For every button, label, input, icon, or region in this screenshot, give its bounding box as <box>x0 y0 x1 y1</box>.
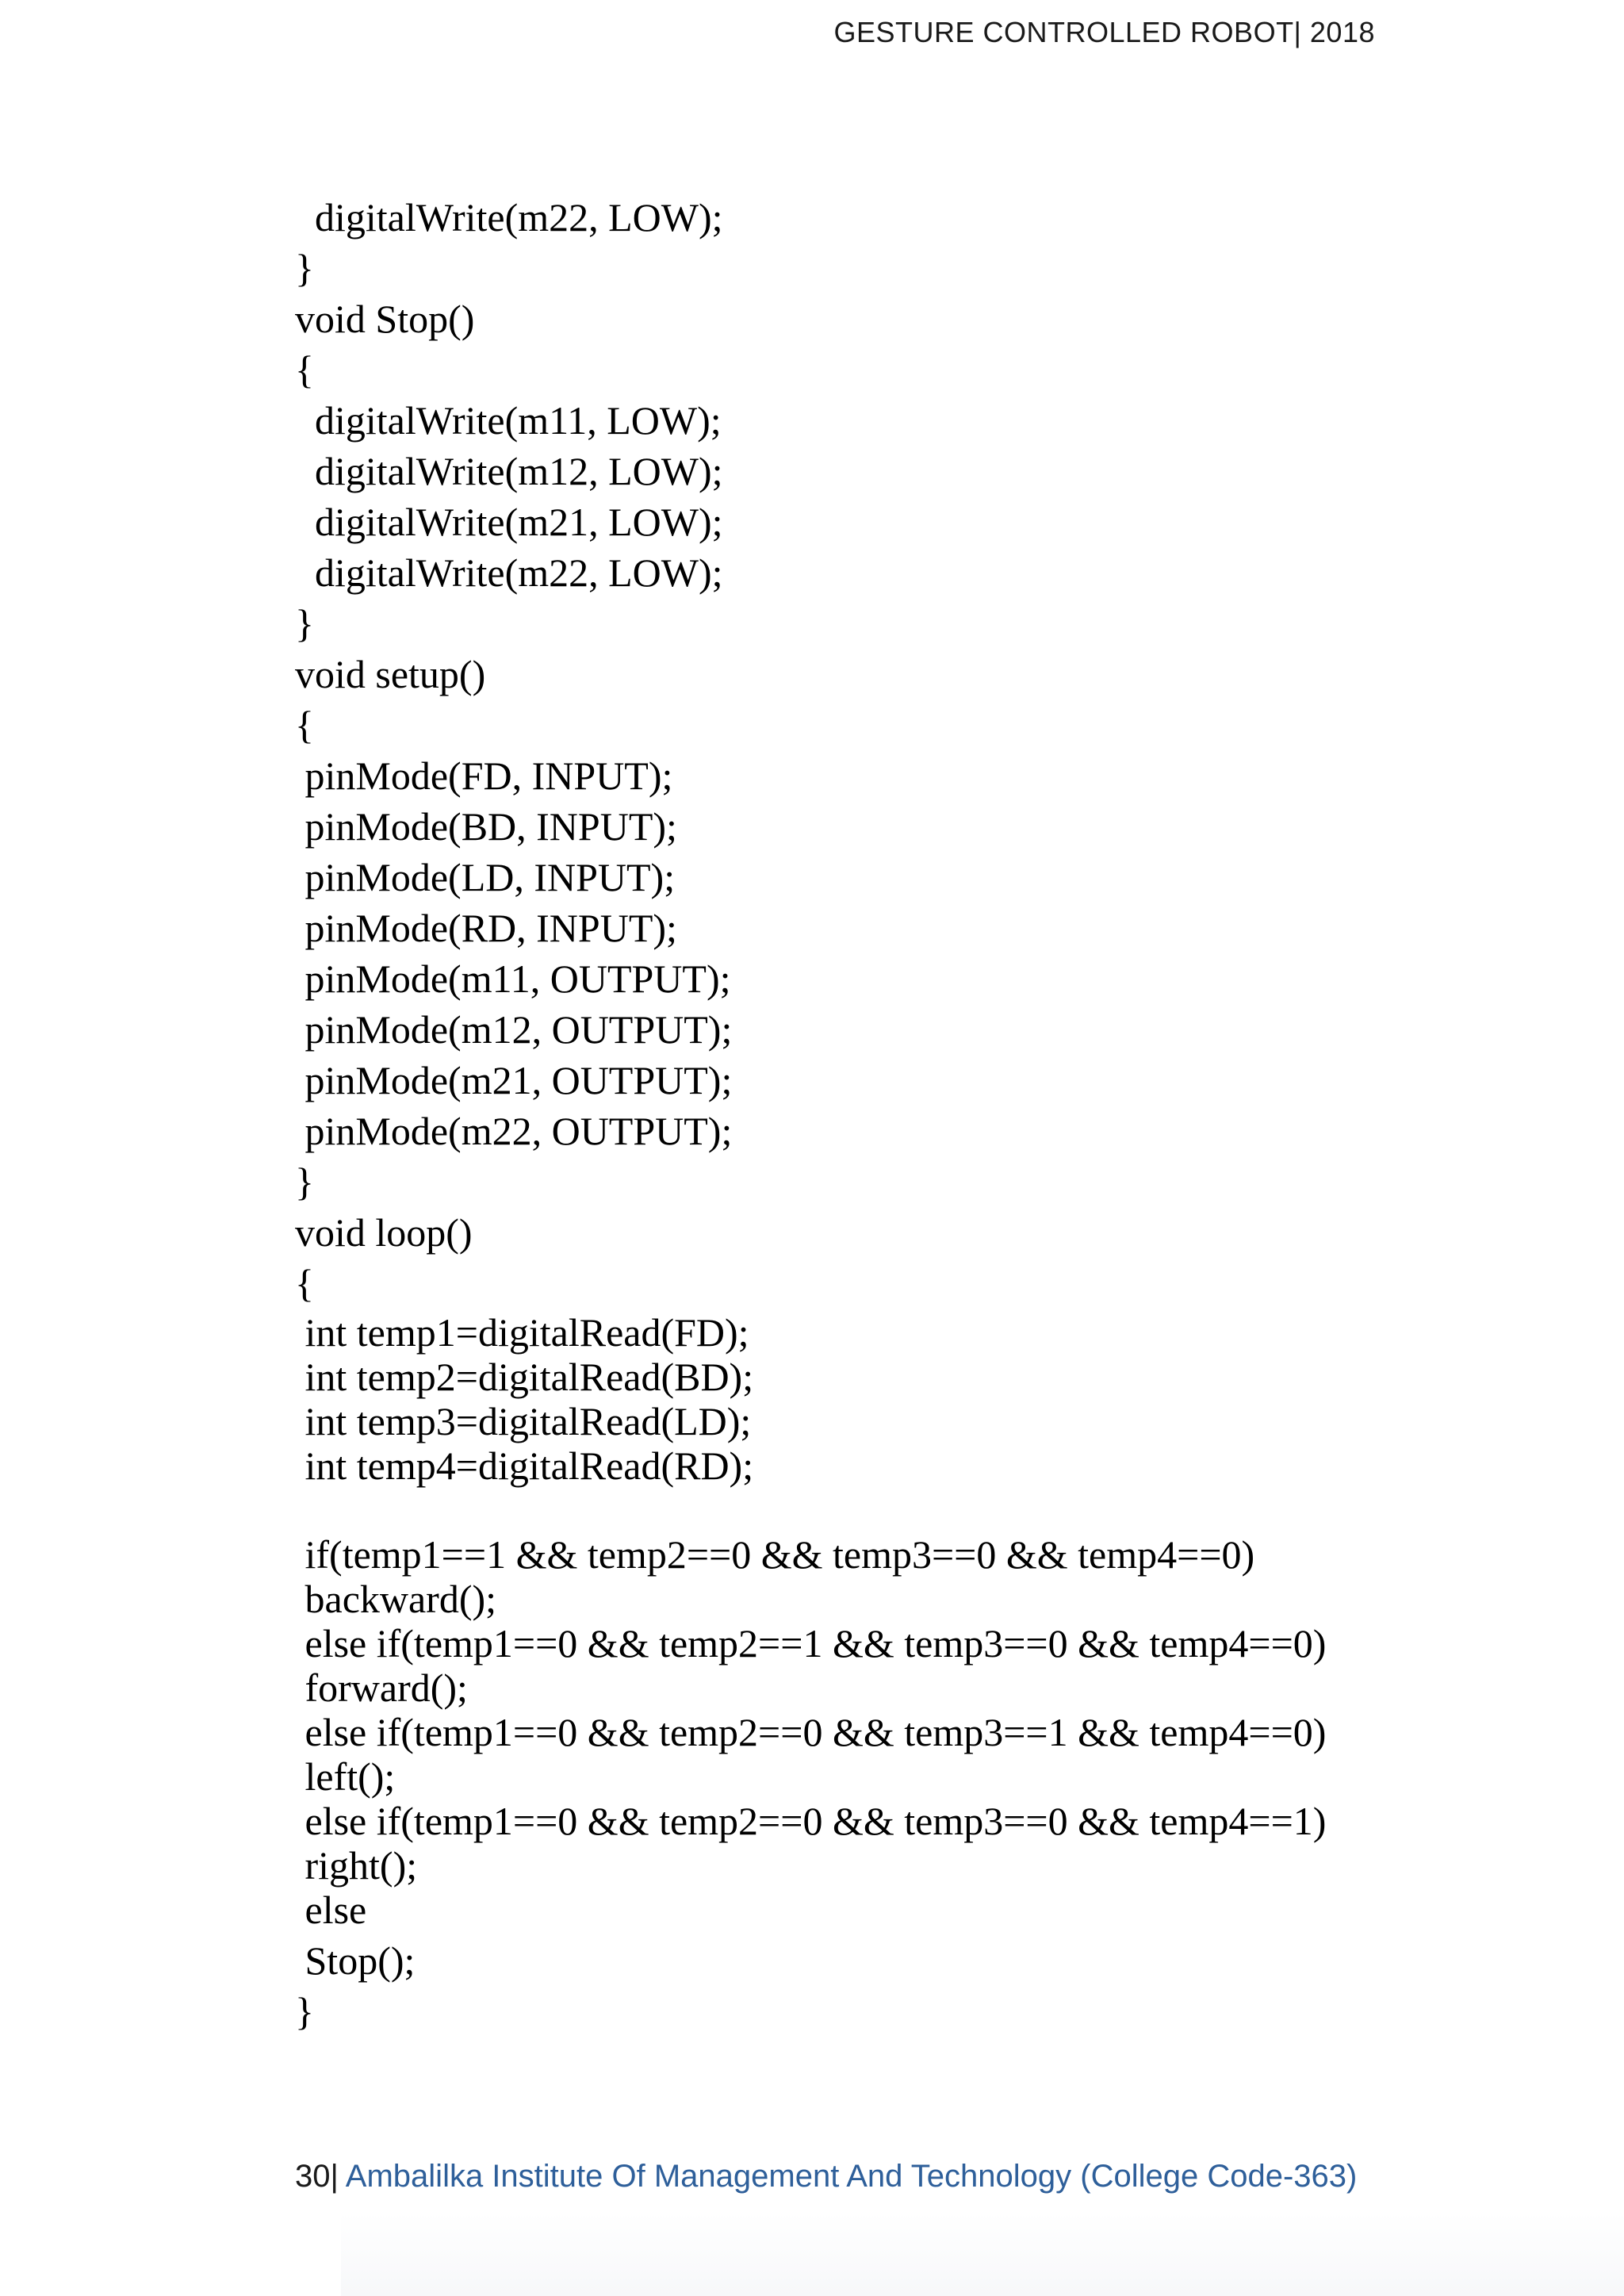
code-line: pinMode(LD, INPUT); <box>295 855 676 899</box>
code-line: int temp1=digitalRead(FD); <box>295 1310 749 1355</box>
code-line: void Stop() <box>295 297 475 341</box>
code-line: if(temp1==1 && temp2==0 && temp3==0 && temp4==0) <box>295 1532 1255 1577</box>
code-line: pinMode(RD, INPUT); <box>295 906 677 950</box>
code-line: { <box>295 347 314 392</box>
code-line: else if(temp1==0 && temp2==1 && temp3==0 && temp4==0) <box>295 1621 1327 1665</box>
code-line: { <box>295 703 314 747</box>
code-line: } <box>295 601 314 646</box>
code-line: int temp3=digitalRead(LD); <box>295 1399 752 1443</box>
code-line: int temp2=digitalRead(BD); <box>295 1355 754 1399</box>
code-line: void setup() <box>295 652 486 696</box>
code-line: } <box>295 1159 314 1204</box>
page-footer <box>295 2159 1357 2194</box>
code-line: void loop() <box>295 1210 473 1255</box>
footer-shade <box>341 2213 1624 2296</box>
page-number: 30| <box>295 2159 339 2194</box>
code-line: } <box>295 246 314 290</box>
code-line: digitalWrite(m22, LOW); <box>295 195 723 240</box>
code-line: { <box>295 1261 314 1305</box>
code-line: digitalWrite(m21, LOW); <box>295 500 723 544</box>
code-line: else if(temp1==0 && temp2==0 && temp3==1 && temp4==0) <box>295 1710 1327 1754</box>
code-line: else if(temp1==0 && temp2==0 && temp3==0 && temp4==1) <box>295 1799 1327 1843</box>
code-line: pinMode(m22, OUTPUT); <box>295 1109 733 1153</box>
code-line: pinMode(m11, OUTPUT); <box>295 956 731 1001</box>
code-line: digitalWrite(m12, LOW); <box>295 449 723 493</box>
code-line: pinMode(BD, INPUT); <box>295 804 677 849</box>
code-line: right(); <box>295 1843 418 1888</box>
code-line: } <box>295 1989 314 2033</box>
code-line: pinMode(FD, INPUT); <box>295 753 673 798</box>
code-line: left(); <box>295 1754 396 1799</box>
code-line: else <box>295 1888 367 1932</box>
code-line: pinMode(m12, OUTPUT); <box>295 1007 733 1052</box>
code-line: Stop(); <box>295 1938 416 1983</box>
code-line: digitalWrite(m22, LOW); <box>295 550 723 595</box>
code-line: int temp4=digitalRead(RD); <box>295 1443 754 1488</box>
code-line: forward(); <box>295 1665 468 1710</box>
code-line: backward(); <box>295 1577 497 1621</box>
running-header: GESTURE CONTROLLED ROBOT| 2018 <box>833 16 1375 48</box>
code-line: digitalWrite(m11, LOW); <box>295 398 722 443</box>
code-line: pinMode(m21, OUTPUT); <box>295 1058 733 1102</box>
institution-name: Ambalilka Institute Of Management And Technology (College Code-363) <box>338 2159 1358 2194</box>
